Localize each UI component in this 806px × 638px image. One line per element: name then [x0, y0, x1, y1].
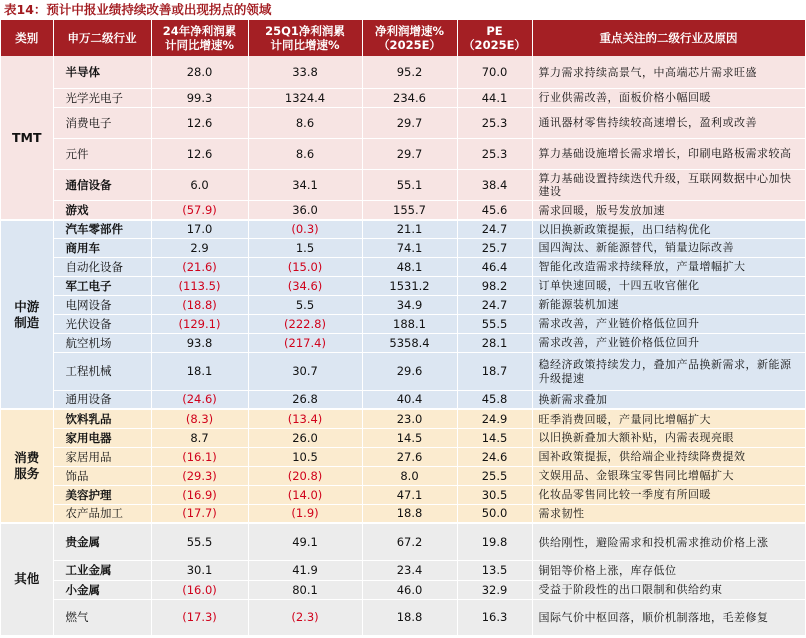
- pe-cell: 24.7: [457, 220, 532, 238]
- growth-24-cell: (18.8): [151, 295, 248, 314]
- growth-2025e-cell: 74.1: [362, 238, 457, 257]
- table-row: [1, 257, 805, 276]
- growth-2025e-cell: 14.5: [362, 428, 457, 447]
- industry-cell: 元件: [53, 138, 151, 169]
- reason-cell: 智能化改造需求持续释放，产量增幅扩大: [532, 257, 805, 276]
- industry-cell: 美容护理: [53, 485, 151, 504]
- table-row: [1, 352, 805, 390]
- industry-cell: 通信设备: [53, 169, 151, 200]
- growth-2025e-cell: 155.7: [362, 200, 457, 220]
- reason-cell: 需求回暖，版号发放加速: [532, 200, 805, 220]
- category-cell: 中游 制造: [1, 220, 53, 409]
- growth-24-cell: (21.6): [151, 257, 248, 276]
- growth-25q1-cell: 1.5: [248, 238, 362, 257]
- growth-25q1-cell: (20.8): [248, 466, 362, 485]
- industry-cell: 饰品: [53, 466, 151, 485]
- growth-25q1-cell: (13.4): [248, 409, 362, 428]
- industry-cell: 燃气: [53, 599, 151, 635]
- table-row: [1, 580, 805, 599]
- reason-cell: 旺季消费回暖，产量同比增幅扩大: [532, 409, 805, 428]
- table-row: [1, 200, 805, 220]
- growth-2025e-cell: 18.8: [362, 504, 457, 523]
- industry-cell: 小金属: [53, 580, 151, 599]
- growth-25q1-cell: 26.8: [248, 390, 362, 409]
- pe-cell: 45.6: [457, 200, 532, 220]
- table-row: [1, 333, 805, 352]
- growth-24-cell: (17.7): [151, 504, 248, 523]
- growth-25q1-cell: 10.5: [248, 447, 362, 466]
- growth-25q1-cell: 34.1: [248, 169, 362, 200]
- growth-24-cell: (29.3): [151, 466, 248, 485]
- growth-24-cell: 30.1: [151, 560, 248, 580]
- growth-24-cell: (17.3): [151, 599, 248, 635]
- reason-cell: 国际气价中枢回落，顺价机制落地，毛差修复: [532, 599, 805, 635]
- table-body: [1, 56, 805, 635]
- table-row: [1, 314, 805, 333]
- growth-24-cell: 99.3: [151, 88, 248, 107]
- reason-cell: 以旧换新政策提振，出口结构优化: [532, 220, 805, 238]
- pe-cell: 32.9: [457, 580, 532, 599]
- reason-cell: 国四淘汰、新能源替代，销量边际改善: [532, 238, 805, 257]
- growth-24-cell: 12.6: [151, 107, 248, 138]
- growth-25q1-cell: 26.0: [248, 428, 362, 447]
- growth-25q1-cell: 80.1: [248, 580, 362, 599]
- pe-cell: 24.7: [457, 295, 532, 314]
- growth-2025e-cell: 40.4: [362, 390, 457, 409]
- pe-cell: 70.0: [457, 56, 532, 88]
- reason-cell: 铜铝等价格上涨，库存低位: [532, 560, 805, 580]
- pe-cell: 25.7: [457, 238, 532, 257]
- industry-cell: 贵金属: [53, 523, 151, 560]
- growth-2025e-cell: 47.1: [362, 485, 457, 504]
- pe-cell: 38.4: [457, 169, 532, 200]
- reason-cell: 通讯器材零售持续较高速增长，盈利或改善: [532, 107, 805, 138]
- growth-25q1-cell: 30.7: [248, 352, 362, 390]
- growth-24-cell: (129.1): [151, 314, 248, 333]
- reason-cell: 订单快速回暖，十四五收官催化: [532, 276, 805, 295]
- growth-2025e-cell: 34.9: [362, 295, 457, 314]
- pe-cell: 16.3: [457, 599, 532, 635]
- industry-cell: 军工电子: [53, 276, 151, 295]
- reason-cell: 需求改善，产业链价格低位回升: [532, 314, 805, 333]
- growth-24-cell: 18.1: [151, 352, 248, 390]
- growth-2025e-cell: 234.6: [362, 88, 457, 107]
- pe-cell: 45.8: [457, 390, 532, 409]
- industry-cell: 家居用品: [53, 447, 151, 466]
- industry-cell: 家用电器: [53, 428, 151, 447]
- growth-25q1-cell: (14.0): [248, 485, 362, 504]
- growth-25q1-cell: 49.1: [248, 523, 362, 560]
- growth-2025e-cell: 23.4: [362, 560, 457, 580]
- pe-cell: 28.1: [457, 333, 532, 352]
- table-row: [1, 560, 805, 580]
- table-row: [1, 238, 805, 257]
- growth-24-cell: 93.8: [151, 333, 248, 352]
- reason-cell: 需求改善，产业链价格低位回升: [532, 333, 805, 352]
- table-row: [1, 409, 805, 428]
- table-row: [1, 599, 805, 635]
- growth-2025e-cell: 8.0: [362, 466, 457, 485]
- industry-cell: 商用车: [53, 238, 151, 257]
- growth-2025e-cell: 1531.2: [362, 276, 457, 295]
- growth-24-cell: 6.0: [151, 169, 248, 200]
- reason-cell: 算力基础设施增长需求增长，印刷电路板需求较高: [532, 138, 805, 169]
- category-cell: TMT: [1, 56, 53, 220]
- growth-25q1-cell: 8.6: [248, 107, 362, 138]
- growth-25q1-cell: (1.9): [248, 504, 362, 523]
- header-growth-2025e: 净利润增速% （2025E）: [362, 20, 457, 56]
- growth-24-cell: (16.0): [151, 580, 248, 599]
- growth-24-cell: (16.1): [151, 447, 248, 466]
- growth-2025e-cell: 27.6: [362, 447, 457, 466]
- growth-25q1-cell: 33.8: [248, 56, 362, 88]
- table-title: 表14：预计中报业绩持续改善或出现拐点的领域: [4, 2, 272, 17]
- industry-cell: 汽车零部件: [53, 220, 151, 238]
- pe-cell: 98.2: [457, 276, 532, 295]
- pe-cell: 24.6: [457, 447, 532, 466]
- pe-cell: 13.5: [457, 560, 532, 580]
- growth-24-cell: 17.0: [151, 220, 248, 238]
- growth-25q1-cell: 36.0: [248, 200, 362, 220]
- industry-table: [1, 20, 806, 636]
- table-row: [1, 295, 805, 314]
- table-row: [1, 220, 805, 238]
- header-pe-2025e: PE （2025E）: [457, 20, 532, 56]
- table-row: [1, 169, 805, 200]
- growth-2025e-cell: 29.7: [362, 107, 457, 138]
- pe-cell: 50.0: [457, 504, 532, 523]
- growth-24-cell: (8.3): [151, 409, 248, 428]
- growth-2025e-cell: 67.2: [362, 523, 457, 560]
- growth-25q1-cell: (2.3): [248, 599, 362, 635]
- pe-cell: 25.5: [457, 466, 532, 485]
- header-growth-24: 24年净利润累 计同比增速%: [151, 20, 248, 56]
- growth-25q1-cell: 8.6: [248, 138, 362, 169]
- table-row: [1, 504, 805, 523]
- growth-24-cell: 28.0: [151, 56, 248, 88]
- industry-cell: 自动化设备: [53, 257, 151, 276]
- pe-cell: 30.5: [457, 485, 532, 504]
- reason-cell: 算力需求持续高景气，中高端芯片需求旺盛: [532, 56, 805, 88]
- growth-25q1-cell: 41.9: [248, 560, 362, 580]
- growth-2025e-cell: 95.2: [362, 56, 457, 88]
- header-growth-25q1: 25Q1净利润累 计同比增速%: [248, 20, 362, 56]
- growth-2025e-cell: 29.7: [362, 138, 457, 169]
- reason-cell: 国补政策提振，供给端企业持续降费提效: [532, 447, 805, 466]
- industry-cell: 饮料乳品: [53, 409, 151, 428]
- reason-cell: 以旧换新叠加大额补贴，内需表现亮眼: [532, 428, 805, 447]
- pe-cell: 19.8: [457, 523, 532, 560]
- growth-2025e-cell: 188.1: [362, 314, 457, 333]
- growth-24-cell: 8.7: [151, 428, 248, 447]
- growth-24-cell: (16.9): [151, 485, 248, 504]
- growth-25q1-cell: 1324.4: [248, 88, 362, 107]
- reason-cell: 行业供需改善，面板价格小幅回暖: [532, 88, 805, 107]
- pe-cell: 18.7: [457, 352, 532, 390]
- growth-24-cell: (24.6): [151, 390, 248, 409]
- pe-cell: 14.5: [457, 428, 532, 447]
- table-row: [1, 466, 805, 485]
- growth-24-cell: 12.6: [151, 138, 248, 169]
- table-row: [1, 447, 805, 466]
- industry-cell: 航空机场: [53, 333, 151, 352]
- pe-cell: 55.5: [457, 314, 532, 333]
- growth-24-cell: 55.5: [151, 523, 248, 560]
- reason-cell: 算力基础设置持续迭代升级，互联网数据中心加快建设: [532, 169, 805, 200]
- table-row: [1, 485, 805, 504]
- reason-cell: 受益于阶段性的出口限制和供给约束: [532, 580, 805, 599]
- reason-cell: 稳经济政策持续发力，叠加产品换新需求，新能源升级提速: [532, 352, 805, 390]
- industry-cell: 半导体: [53, 56, 151, 88]
- reason-cell: 文娱用品、金银珠宝零售同比增幅扩大: [532, 466, 805, 485]
- growth-25q1-cell: (217.4): [248, 333, 362, 352]
- header-row: [1, 20, 805, 56]
- growth-25q1-cell: 5.5: [248, 295, 362, 314]
- pe-cell: 24.9: [457, 409, 532, 428]
- industry-cell: 游戏: [53, 200, 151, 220]
- reason-cell: 换新需求叠加: [532, 390, 805, 409]
- header-category: 类别: [1, 20, 53, 56]
- reason-cell: 供给刚性，避险需求和投机需求推动价格上涨: [532, 523, 805, 560]
- industry-cell: 消费电子: [53, 107, 151, 138]
- category-cell: 其他: [1, 523, 53, 635]
- growth-24-cell: 2.9: [151, 238, 248, 257]
- growth-24-cell: (57.9): [151, 200, 248, 220]
- growth-25q1-cell: (34.6): [248, 276, 362, 295]
- growth-24-cell: (113.5): [151, 276, 248, 295]
- table-row: [1, 88, 805, 107]
- table-row: [1, 276, 805, 295]
- pe-cell: 46.4: [457, 257, 532, 276]
- table-row: [1, 138, 805, 169]
- industry-cell: 农产品加工: [53, 504, 151, 523]
- growth-2025e-cell: 23.0: [362, 409, 457, 428]
- header-industry: 申万二级行业: [53, 20, 151, 56]
- table-row: [1, 390, 805, 409]
- reason-cell: 需求韧性: [532, 504, 805, 523]
- category-cell: 消费 服务: [1, 409, 53, 523]
- table-row: [1, 428, 805, 447]
- growth-25q1-cell: (15.0): [248, 257, 362, 276]
- pe-cell: 25.3: [457, 138, 532, 169]
- industry-cell: 光学光电子: [53, 88, 151, 107]
- growth-2025e-cell: 29.6: [362, 352, 457, 390]
- industry-cell: 电网设备: [53, 295, 151, 314]
- pe-cell: 25.3: [457, 107, 532, 138]
- growth-2025e-cell: 5358.4: [362, 333, 457, 352]
- table-row: [1, 107, 805, 138]
- pe-cell: 44.1: [457, 88, 532, 107]
- reason-cell: 化妆品零售同比较一季度有所回暖: [532, 485, 805, 504]
- growth-2025e-cell: 48.1: [362, 257, 457, 276]
- industry-cell: 工程机械: [53, 352, 151, 390]
- growth-2025e-cell: 46.0: [362, 580, 457, 599]
- header-reason: 重点关注的二级行业及原因: [532, 20, 805, 56]
- industry-cell: 光伏设备: [53, 314, 151, 333]
- growth-25q1-cell: (222.8): [248, 314, 362, 333]
- table-row: [1, 56, 805, 88]
- industry-cell: 工业金属: [53, 560, 151, 580]
- reason-cell: 新能源装机加速: [532, 295, 805, 314]
- industry-cell: 通用设备: [53, 390, 151, 409]
- growth-25q1-cell: (0.3): [248, 220, 362, 238]
- table-row: [1, 523, 805, 560]
- growth-2025e-cell: 21.1: [362, 220, 457, 238]
- growth-2025e-cell: 18.8: [362, 599, 457, 635]
- growth-2025e-cell: 55.1: [362, 169, 457, 200]
